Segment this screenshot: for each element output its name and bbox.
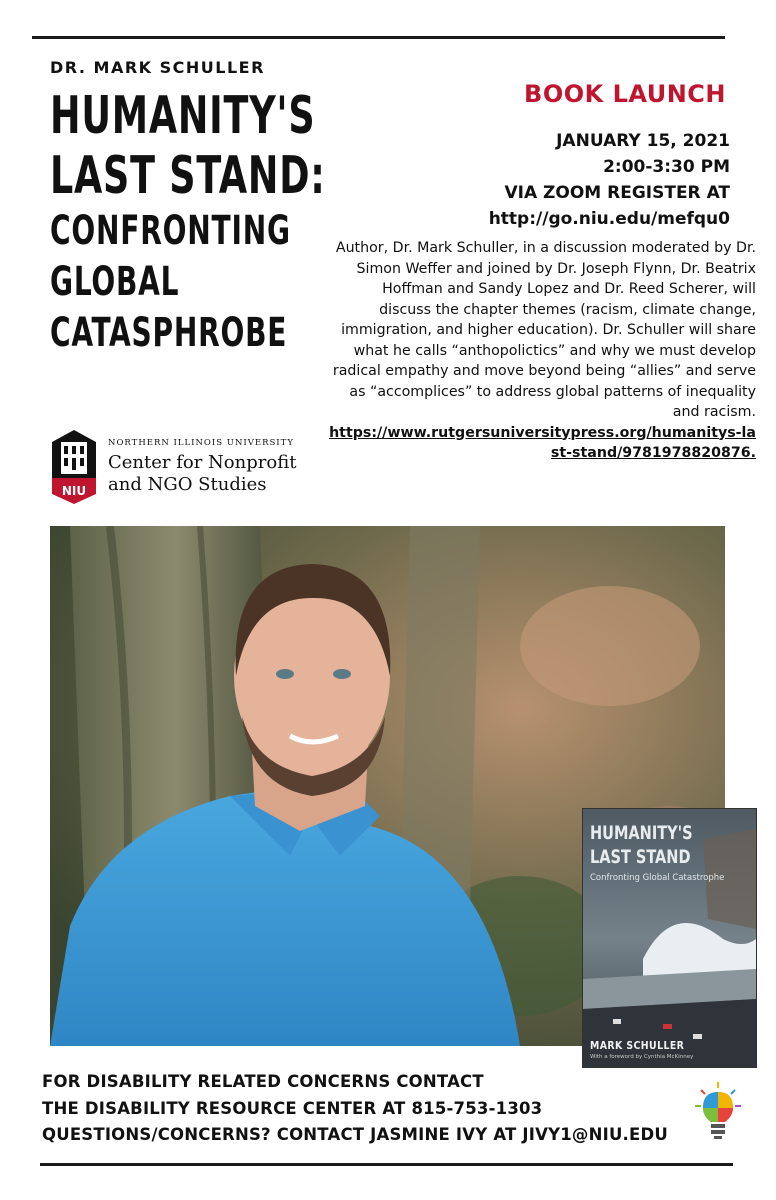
niu-badge-text: NIU bbox=[61, 484, 87, 498]
title-line-4: GLOBAL bbox=[50, 259, 180, 305]
title-line-2: LAST STAND: bbox=[50, 146, 326, 206]
contact-footer bbox=[42, 1069, 668, 1149]
niu-logo bbox=[50, 428, 310, 508]
book-cover-title bbox=[590, 821, 693, 869]
lightbulb-icon bbox=[693, 1080, 743, 1144]
logo-center-line-1: Center for Nonprofit bbox=[108, 452, 297, 473]
logo-center-line-2: and NGO Studies bbox=[108, 474, 267, 495]
title-line-5: CATASPHROBE bbox=[50, 310, 288, 356]
event-details bbox=[489, 128, 730, 232]
footer-line-2: THE DISABILITY RESOURCE CENTER AT 815-753-1303 bbox=[42, 1098, 543, 1118]
book-cover-title-1: HUMANITY'S bbox=[590, 822, 693, 844]
book-cover-title-2: LAST STAND bbox=[590, 846, 691, 868]
register-link[interactable]: http://go.niu.edu/mefqu0 bbox=[488, 209, 730, 229]
event-label: BOOK LAUNCH bbox=[524, 80, 726, 108]
book-cover-foreword: With a foreword by Cynthia McKinney bbox=[590, 1054, 694, 1060]
top-rule bbox=[32, 36, 725, 39]
book-cover-author: MARK SCHULLER bbox=[590, 1039, 685, 1052]
event-date: JANUARY 15, 2021 bbox=[556, 131, 730, 151]
footer-line-3: QUESTIONS/CONCERNS? CONTACT JASMINE IVY AT JIVY1@NIU.EDU bbox=[42, 1125, 668, 1144]
title-line-3: CONFRONTING bbox=[50, 208, 291, 254]
niu-shield-icon bbox=[50, 428, 98, 506]
description-text: Author, Dr. Mark Schuller, in a discussion moderated by Dr. Simon Weffer and joined by Dr. Joseph Flynn, Dr. Beatrix Hoffman and Sandy Lopez and Dr. Reed Scherer, will discuss the chapter themes (racism, climate change, immigration, and higher education). Dr. Schuller will share what he calls “anthopolictics” and why we must develop radical empathy and move beyond being “allies” and serve as “accomplices” to address global patterns of inequality and racism. bbox=[332, 240, 756, 420]
logo-center-name bbox=[108, 452, 296, 496]
footer-line-1: FOR DISABILITY RELATED CONCERNS CONTACT bbox=[42, 1072, 484, 1091]
event-time: 2:00-3:30 PM bbox=[603, 157, 730, 177]
logo-university: NORTHERN ILLINOIS UNIVERSITY bbox=[108, 438, 294, 448]
bottom-rule bbox=[40, 1163, 733, 1166]
book-cover bbox=[583, 809, 756, 1067]
event-description bbox=[326, 238, 756, 464]
book-cover-subtitle: Confronting Global Catastrophe bbox=[590, 873, 725, 883]
title-line-1: HUMANITY'S bbox=[50, 86, 316, 146]
author-name: DR. MARK SCHULLER bbox=[50, 58, 265, 77]
event-register-text: VIA ZOOM REGISTER AT bbox=[504, 183, 730, 203]
book-link[interactable]: https://www.rutgersuniversitypress.org/humanitys-last-stand/9781978820876. bbox=[329, 424, 756, 461]
